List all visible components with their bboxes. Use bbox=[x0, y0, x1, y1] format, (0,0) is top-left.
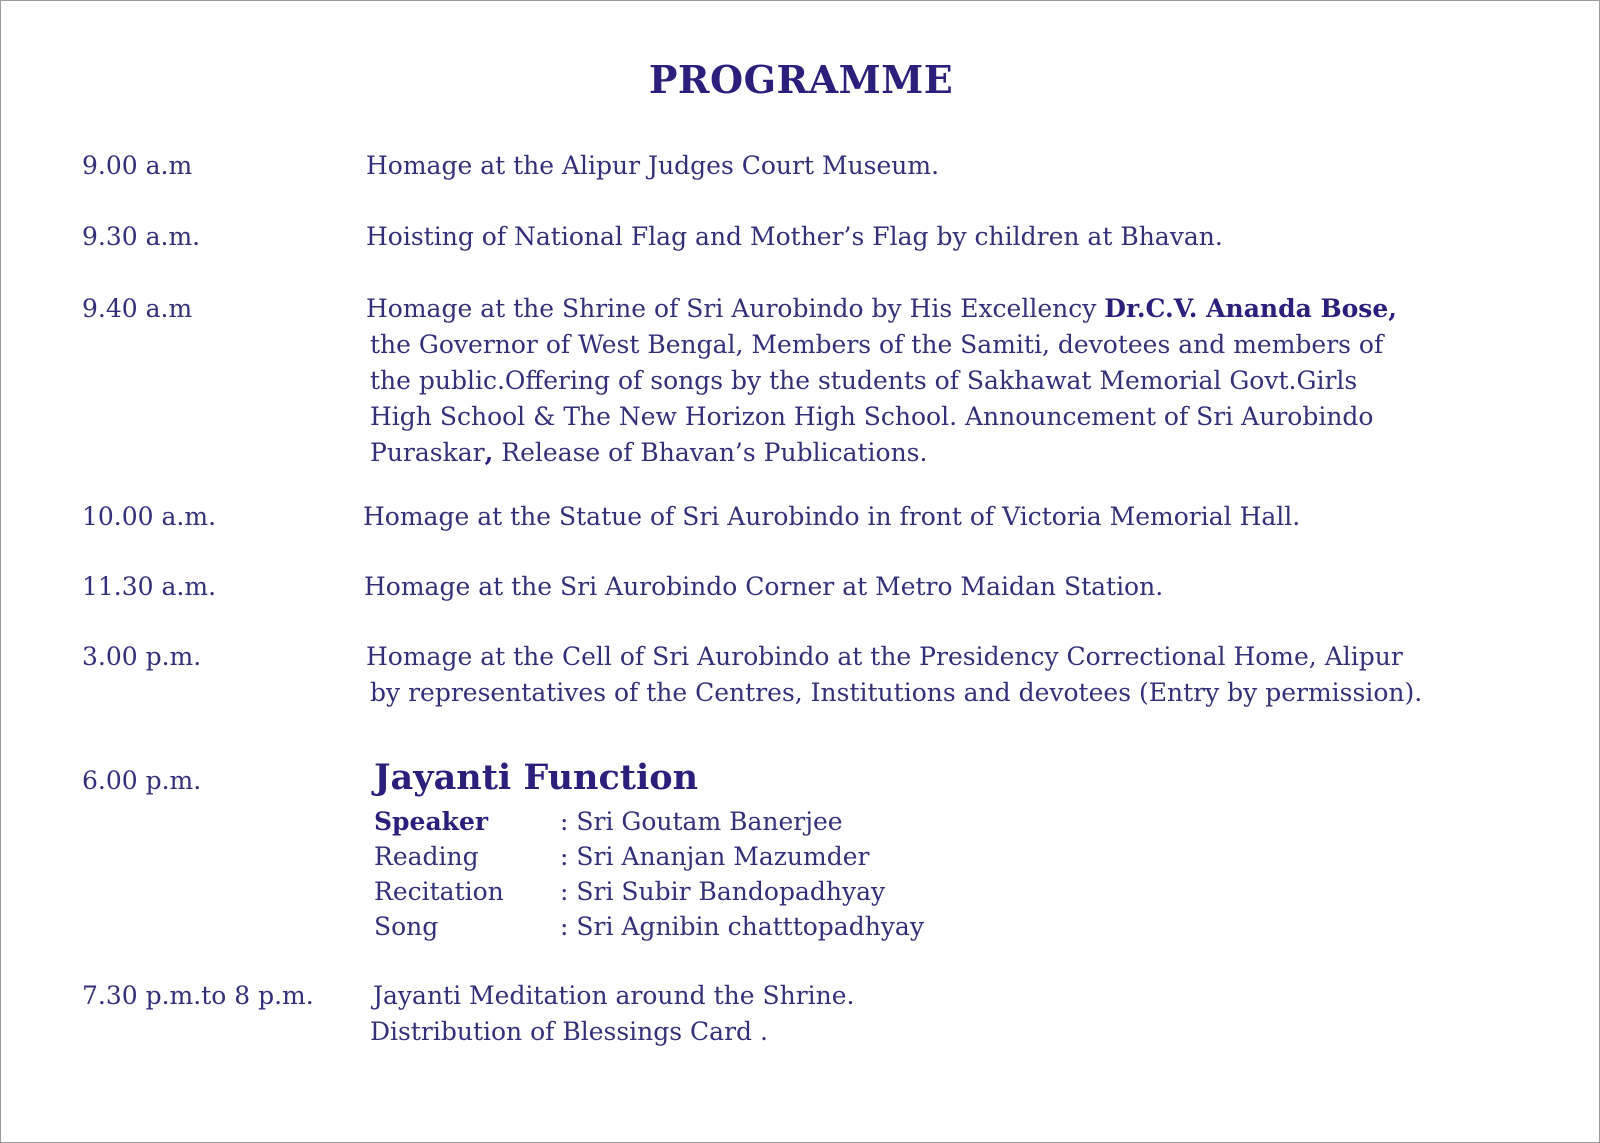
role-label: Reading bbox=[374, 842, 479, 871]
page-title: PROGRAMME bbox=[648, 57, 954, 102]
event-description bbox=[370, 978, 1540, 1050]
bold-comma: , bbox=[484, 438, 494, 467]
event-line: the Governor of West Bengal, Members of the Samiti, devotees and members of bbox=[370, 330, 1384, 359]
time-label: 6.00 p.m. bbox=[82, 766, 202, 795]
time-label: 3.00 p.m. bbox=[82, 642, 202, 671]
dignitary-name: Dr.C.V. Ananda Bose, bbox=[1104, 294, 1397, 323]
event-description bbox=[366, 291, 1540, 471]
time-label: 11.30 a.m. bbox=[82, 572, 217, 601]
role-person: : Sri Goutam Banerjee bbox=[560, 807, 843, 836]
event-description bbox=[366, 219, 1540, 255]
function-heading: Jayanti Function bbox=[374, 757, 699, 798]
event-text: Homage at the Shrine of Sri Aurobindo by His Excellency bbox=[366, 294, 1105, 323]
event-text: Homage at the Statue of Sri Aurobindo in front of Victoria Memorial Hall. bbox=[363, 502, 1301, 531]
speaker-row bbox=[374, 804, 843, 840]
time-label: 9.30 a.m. bbox=[82, 222, 201, 251]
event-line: High School & The New Horizon High School. Announcement of Sri Aurobindo bbox=[370, 402, 1374, 431]
time-label: 10.00 a.m. bbox=[82, 502, 217, 531]
time-label: 7.30 p.m.to 8 p.m. bbox=[82, 981, 314, 1010]
event-line bbox=[370, 435, 1540, 471]
recitation-row bbox=[374, 874, 885, 910]
event-description bbox=[363, 499, 1540, 535]
event-text: Release of Bhavan’s Publications. bbox=[493, 438, 928, 467]
event-description bbox=[366, 639, 1540, 711]
role-label: Recitation bbox=[374, 877, 504, 906]
time-label: 9.40 a.m bbox=[82, 294, 193, 323]
role-person: : Sri Agnibin chatttopadhyay bbox=[560, 912, 924, 941]
role-person: : Sri Subir Bandopadhyay bbox=[560, 877, 886, 906]
song-row bbox=[374, 909, 924, 945]
event-line: Homage at the Cell of Sri Aurobindo at the Presidency Correctional Home, Alipur bbox=[366, 642, 1403, 671]
event-line: by representatives of the Centres, Institutions and devotees (Entry by permission). bbox=[370, 678, 1423, 707]
event-text: Homage at the Alipur Judges Court Museum. bbox=[366, 151, 940, 180]
event-line: Jayanti Meditation around the Shrine. bbox=[373, 981, 855, 1010]
event-line: Distribution of Blessings Card . bbox=[370, 1017, 768, 1046]
event-line: the public.Offering of songs by the students of Sakhawat Memorial Govt.Girls bbox=[370, 366, 1358, 395]
event-text: Hoisting of National Flag and Mother’s Flag by children at Bhavan. bbox=[366, 222, 1223, 251]
role-label: Song bbox=[374, 912, 439, 941]
event-description bbox=[366, 148, 1540, 184]
event-text: Puraskar bbox=[370, 438, 485, 467]
reading-row bbox=[374, 839, 870, 875]
event-description bbox=[364, 569, 1540, 605]
role-person: : Sri Ananjan Mazumder bbox=[560, 842, 870, 871]
event-line bbox=[366, 291, 1540, 327]
time-label: 9.00 a.m bbox=[82, 151, 193, 180]
role-label: Speaker bbox=[374, 807, 489, 836]
event-text: Homage at the Sri Aurobindo Corner at Metro Maidan Station. bbox=[364, 572, 1164, 601]
